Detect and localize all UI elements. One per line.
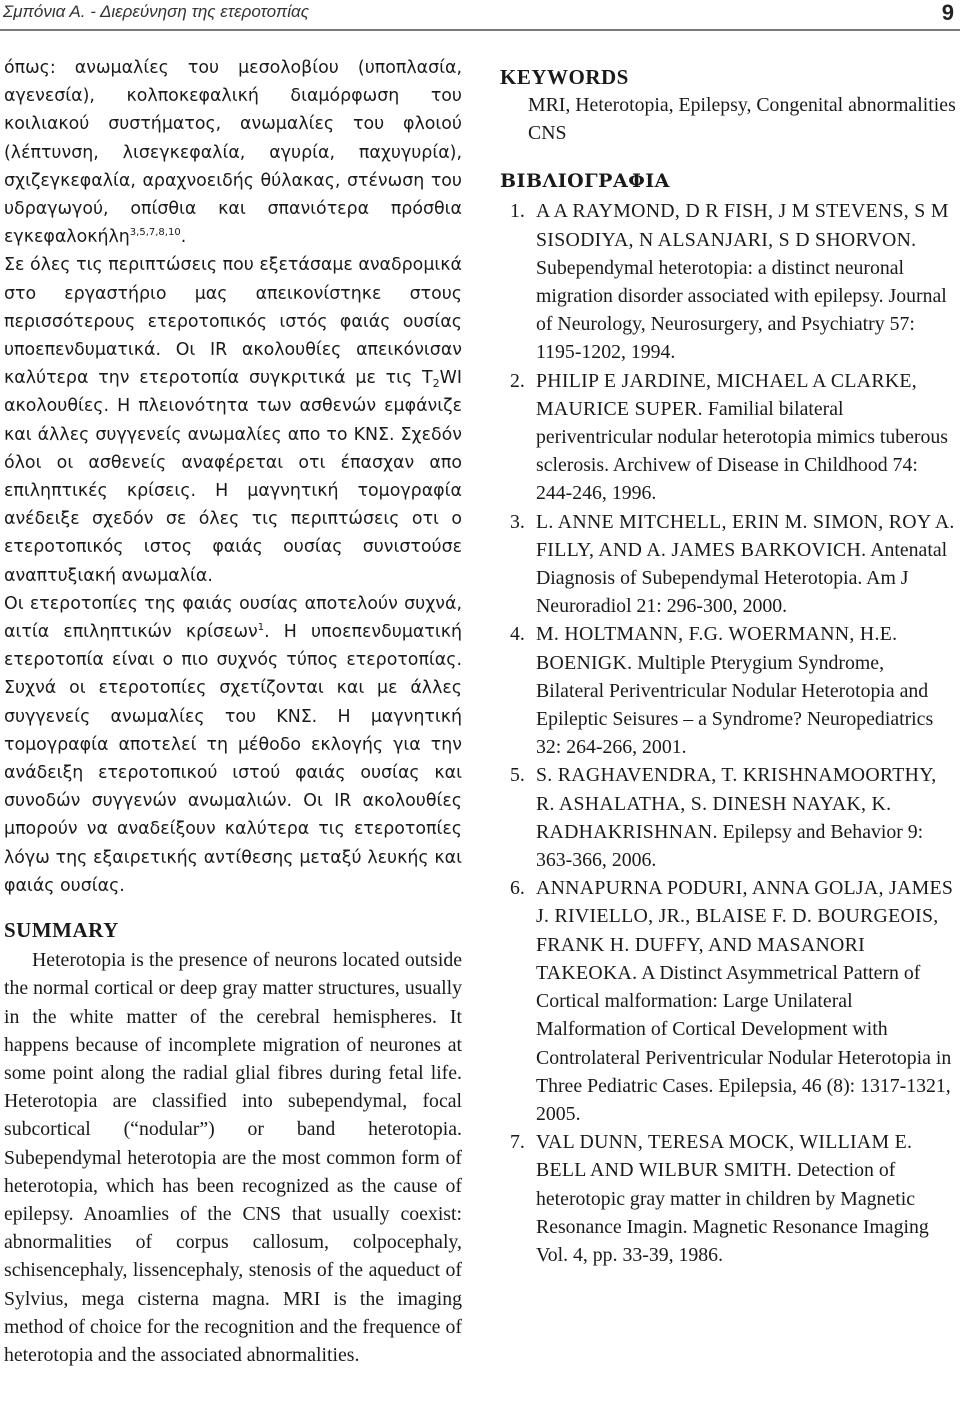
keywords-heading: KEYWORDS — [500, 65, 629, 89]
reference-item: 3. L. ANNE MITCHELL, ERIN M. SIMON, ROY A. FILLY, AND A. JAMES BARKOVICH. Antenatal Diagnosis of Subependymal Heterotopia. Am J Neuroradiol 21: 296-300, 2000. — [510, 510, 955, 618]
greek-paragraph-3: Οι ετεροτοπίες της φαιάς ουσίας αποτελούν συχνά, αιτία επιληπτικών κρίσεων$^1$. Η υποεπενδυματική ετεροτοπία είναι ο πιο συχνός τύπος ετεροτοπίας. Συχνά οι ετεροτοπίες σχετίζονται και με άλλες συγγενείς ανωμαλίες του ΚΝΣ. Η μαγνητική τομογραφία αποτελεί τη μέθοδο εκλογής για την ανάδειξη ετεροτοπικού ιστού φαιάς ουσίας και συνοδών συγγενών ανωμαλιών. Οι IR ακολουθίες μπορούν να αναδείξουν καλύτερα τις ετεροτοπίες λόγω της εξαιρετικής αντίθεσης μεταξύ λευκής και φαιάς ουσίας. — [4, 593, 462, 896]
right-column — [500, 63, 956, 1269]
reference-item: 7. VAL DUNN, TERESA MOCK, WILLIAM E. BELL AND WILBUR SMITH. Detection of heterotopic gray matter in children by Magnetic Resonance Imagin. Magnetic Resonance Imaging Vol. 4, pp. 33-39, 1986. — [510, 1131, 929, 1266]
references-heading: ΒΙΒΛΙΟΓΡΑΦΙΑ — [500, 170, 670, 193]
summary-paragraph: Heterotopia is the presence of neurons located outside the normal cortical or deep gray matter structures, usually in the white matter of the cerebral hemispheres. It happens because of incomplete migration of neurones at some point along the radial glial fibres during fetal life. Heterotopia are classified into subependymal, focal subcortical (“nodular”) or band heterotopia. Subependymal heterotopia are the most common form of heterotopia, which has been recognized as the cause of epilepsy. Anoamlies of the CNS that usually coexist: abnormalities of corpus callosum, colpocephaly, schisencephaly, lissencephaly, stenosis of the aqueduct of Sylvius, mega cisterna magna. MRI is the imaging method of choice for the recognition and the frequence of heterotopia and the associated abnormalities. — [4, 949, 462, 1366]
header-divider — [0, 29, 960, 31]
page-header — [0, 0, 960, 30]
summary-heading: SUMMARY — [4, 918, 119, 943]
greek-paragraph-2: Σε όλες τις περιπτώσεις που εξετάσαμε αναδρομικά στο εργαστήριο μας απεικονίστηκε στους περισσότερους ετεροτοπικός ιστός φαιάς ουσίας υποεπενδυματικά. Οι IR ακολουθίες απεικόνισαν καλύτερα την ετεροτοπία συγκριτικά με τις $T_2WI$ ακολουθίες. Η πλειονότητα των ασθενών εμφάνιζε και άλλες συγγενείς ανωμαλίες απο το ΚΝΣ. Σχεδόν όλοι οι ασθενείς αναφέρεται οτι έπασχαν απο επιληπτικές κρίσεις. Η μαγνητική τομογραφία ανέδειξε σχεδόν σε όλες τις περιπτώσεις οτι ο ετεροτοπικός ιστος φαιάς ουσίας συνιστούσε αναπτυξιακή ανωμαλία. — [4, 255, 462, 586]
reference-item: 1. A A RAYMOND, D R FISH, J M STEVENS, S M SISODIYA, N ALSANJARI, S D SHORVON. Subependymal heterotopia: a distinct neuronal migration disorder associated with epilepsy. Journal of Neurology, Neurosurgery, and Psychiatry 57: 1195-1202, 1994. — [510, 200, 949, 364]
reference-item: 5. S. RAGHAVENDRA, T. KRISHNAMOORTHY, R. ASHALATHA, S. DINESH NAYAK, K. RADHAKRISHNAN. Epilepsy and Behavior 9: 363-366, 2006. — [510, 764, 937, 872]
citation-refs: 3,5,7,8,10 — [129, 227, 181, 239]
citation-ref: 1 — [257, 622, 265, 634]
subscript-2: 2 — [432, 377, 440, 391]
greek-paragraph-1: όπως: ανωμαλίες του μεσολοβίου (υποπλασία, αγενεσία), κολποκεφαλική διαμόρφωση του κοιλιακού συστήματος, ανωμαλίες του φλοιού (λέπτυνση, λισεγκεφαλία, αγυρία, παχυγυρία), σχιζεγκεφαλία, αραχνοειδής θύλακας, στένωση του υδραγωγού, οπίσθια και σπανιότερα πρόσθια εγκεφαλοκήλη$^{3,5,7,8,10}$. — [4, 58, 462, 248]
keywords-text: MRI, Heterotopia, Epilepsy, Congenital abnormalities CNS — [528, 94, 956, 145]
reference-item: 4. M. HOLTMANN, F.G. WOERMANN, H.E. BOENIGK. Multiple Pterygium Syndrome, Bilateral Periventricular Nodular Heterotopia and Epileptic Seisures – a Syndrome? Neuropediatrics 32: 264-266, 2001. — [510, 623, 934, 759]
references-list — [500, 197, 956, 1269]
left-column — [4, 54, 462, 1369]
page-number: 9 — [941, 0, 954, 25]
running-title: Σμπόνια Α. - Διερεύνηση της ετεροτοπίας — [3, 2, 310, 21]
reference-item: 6. ANNAPURNA PODURI, ANNA GOLJA, JAMES J. RIVIELLO, JR., BLAISE F. D. BOURGEOIS, FRANK H. DUFFY, AND MASANORI TAKEOKA. A Distinct Asymmetrical Pattern of Cortical malformation: Large Unilateral Malformation of Cortical Development with Controlateral Periventricular Nodular Heterotopia in Three Pediatric Cases. Epilepsia, 46 (8): 1317-1321, 2005. — [510, 877, 954, 1125]
reference-item: 2. PHILIP E JARDINE, MICHAEL A CLARKE, MAURICE SUPER. Familial bilateral periventricular nodular heterotopia mimics tuberous sclerosis. Archivew of Disease in Childhood 74: 244-246, 1996. — [510, 369, 948, 505]
